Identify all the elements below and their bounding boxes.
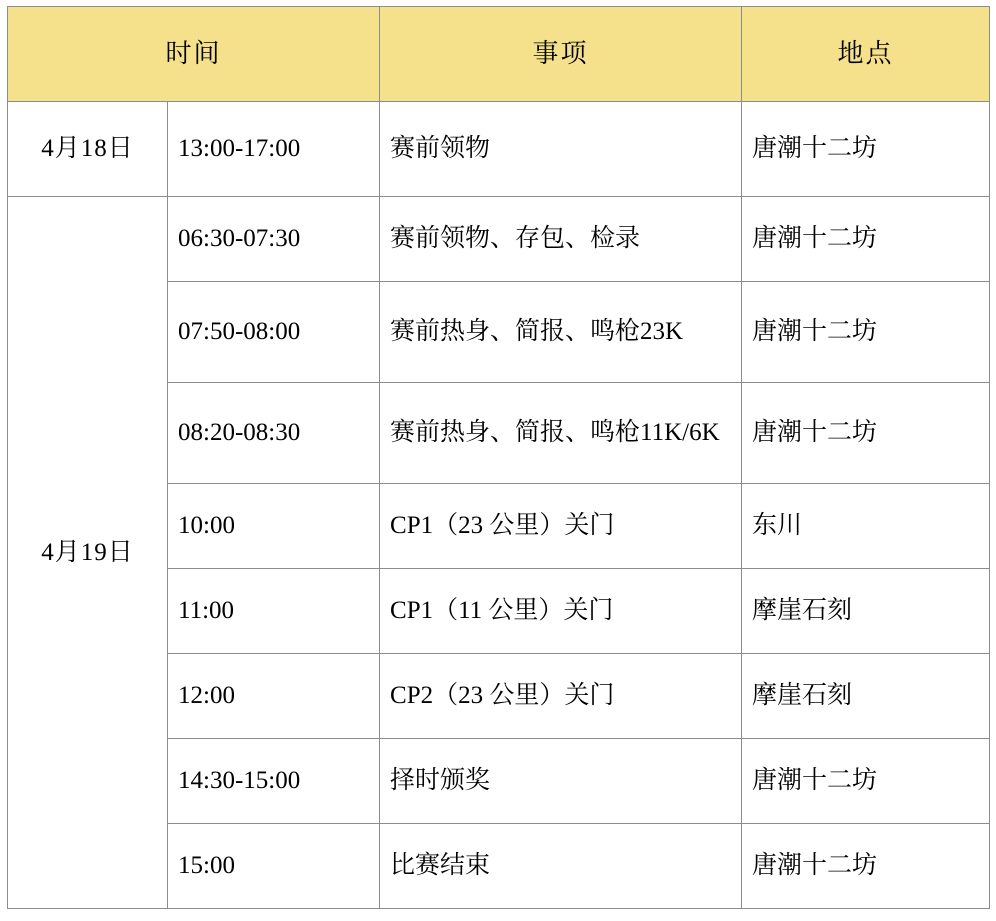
place-cell: 唐潮十二坊 [742,102,990,197]
table-row [8,197,990,282]
item-cell: CP1（23 公里）关门 [380,484,742,569]
item-cell: 择时颁奖 [380,739,742,824]
date-cell: 4月19日 [8,197,168,909]
place-cell: 唐潮十二坊 [742,824,990,909]
time-cell: 10:00 [168,484,380,569]
table-row [8,102,990,197]
event-schedule-table [7,6,990,909]
place-cell: 唐潮十二坊 [742,282,990,383]
item-cell: 赛前领物、存包、检录 [380,197,742,282]
column-header-item: 事项 [380,7,742,102]
column-header-place: 地点 [742,7,990,102]
time-cell: 11:00 [168,569,380,654]
place-cell: 摩崖石刻 [742,569,990,654]
table-header [8,7,990,102]
item-cell: CP2（23 公里）关门 [380,654,742,739]
item-cell: 赛前热身、简报、鸣枪23K [380,282,742,383]
time-cell: 12:00 [168,654,380,739]
date-cell: 4月18日 [8,102,168,197]
time-cell: 07:50-08:00 [168,282,380,383]
place-cell: 唐潮十二坊 [742,383,990,484]
item-cell: 赛前领物 [380,102,742,197]
time-cell: 06:30-07:30 [168,197,380,282]
item-cell: CP1（11 公里）关门 [380,569,742,654]
time-cell: 15:00 [168,824,380,909]
item-cell: 比赛结束 [380,824,742,909]
place-cell: 东川 [742,484,990,569]
column-header-time: 时间 [8,7,380,102]
place-cell: 摩崖石刻 [742,654,990,739]
time-cell: 08:20-08:30 [168,383,380,484]
table-body [8,102,990,909]
time-cell: 13:00-17:00 [168,102,380,197]
item-cell: 赛前热身、简报、鸣枪11K/6K [380,383,742,484]
place-cell: 唐潮十二坊 [742,739,990,824]
place-cell: 唐潮十二坊 [742,197,990,282]
header-row [8,7,990,102]
time-cell: 14:30-15:00 [168,739,380,824]
